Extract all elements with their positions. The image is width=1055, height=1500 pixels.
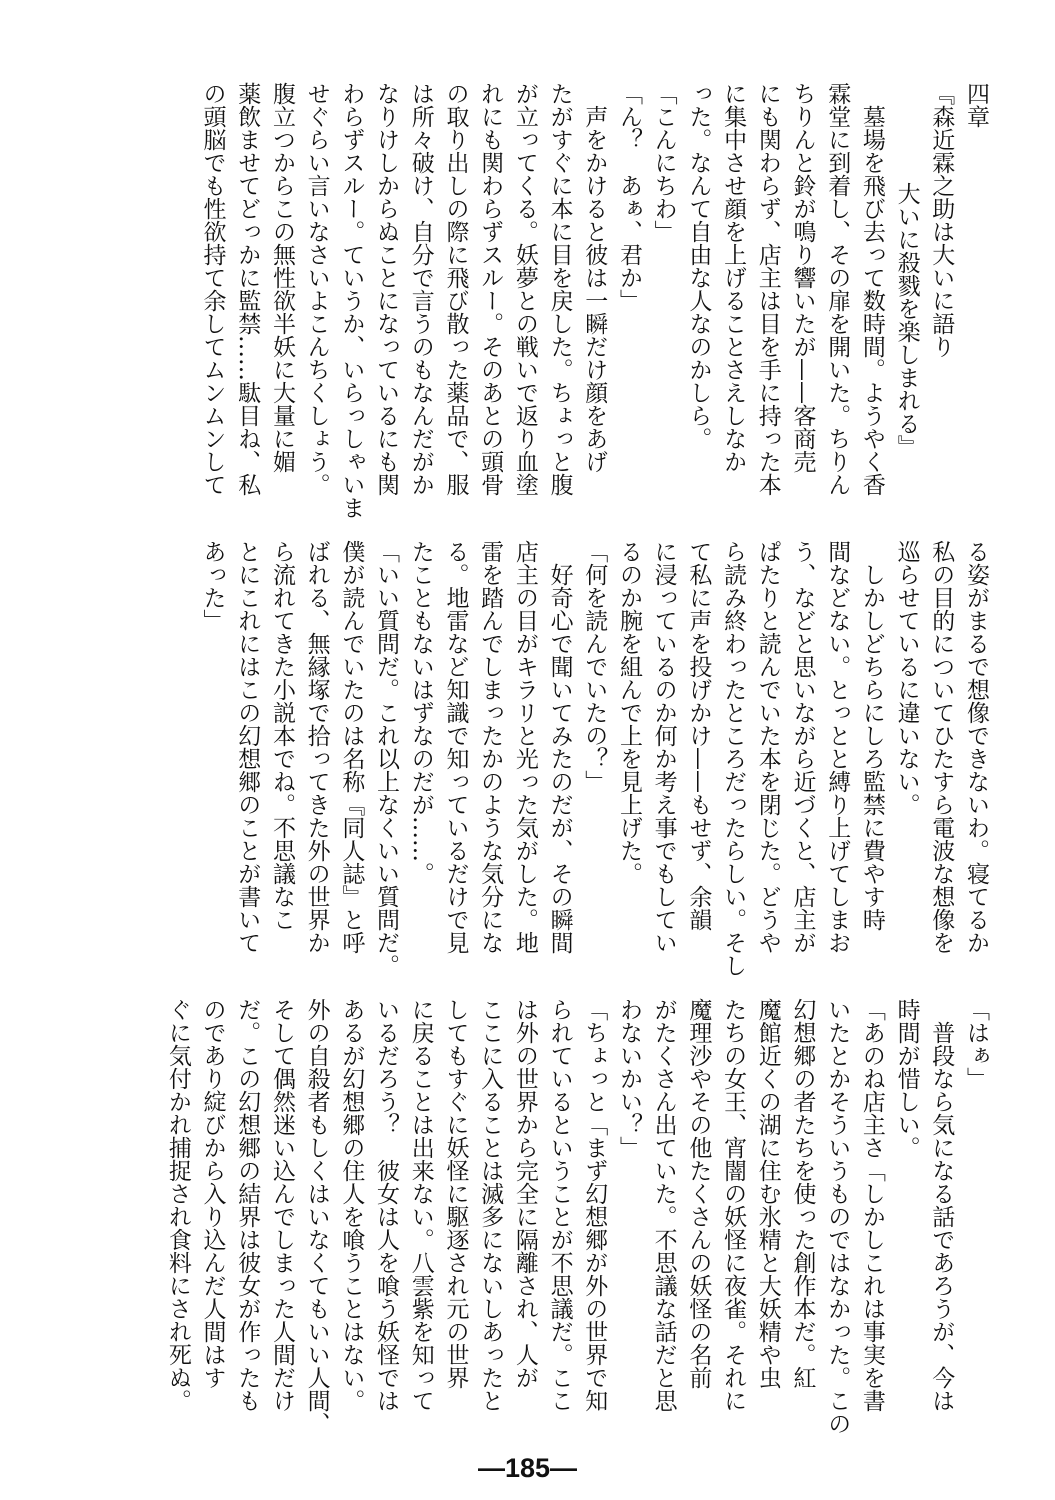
text-line: に集中させ顔を上げることさえしなか xyxy=(720,82,747,473)
text-line: に浸っているのか何か考え事でもしてい xyxy=(650,540,677,954)
text-line: 雷を踏んでしまったかのような気分にな xyxy=(477,540,504,954)
text-line: に戻ることは出来ない。八雲紫を知って xyxy=(407,998,434,1412)
text-line: 店主の目がキラリと光った気がした。地 xyxy=(511,540,538,954)
text-line: れにも関わらずスルー。そのあとの頭骨 xyxy=(477,82,504,496)
text-line: ばれる、無縁塚で拾ってきた外の世界か xyxy=(303,540,330,954)
text-line: 巡らせているに違いない。 xyxy=(893,540,920,816)
text-line: あるが幻想郷の住人を喰うことはない。 xyxy=(338,998,365,1412)
text-line: たちの女王、宵闇の妖怪に夜雀。それに xyxy=(720,998,747,1412)
text-line: 私の目的についてひたすら電波な想像を xyxy=(928,540,955,954)
text-line: 間などない。とっとと縛り上げてしまお xyxy=(824,540,851,954)
text-line: は所々破け、自分で言うのもなんだがか xyxy=(407,82,434,496)
text-line: ら流れてきた小説本でね。不思議なこ xyxy=(268,540,295,931)
text-line: 「何を読んでいたの？」 xyxy=(581,540,608,793)
text-line: たがすぐに本に目を戻した。ちょっと腹 xyxy=(546,82,573,496)
text-line: ぱたりと読んでいた本を閉じた。どうや xyxy=(754,540,781,954)
text-line: なりけしからぬことになっているにも関 xyxy=(373,82,400,496)
text-line: いたとかそういうものではなかった。この xyxy=(824,998,851,1435)
text-line: たこともないはずなのだが……。 xyxy=(407,540,434,885)
text-line: の頭脳でも性欲持て余してムンムンして xyxy=(199,82,226,496)
text-line: 「はぁ」 xyxy=(963,998,989,1090)
chapter-title: 『森近霖之助は大いに語り xyxy=(928,82,955,358)
text-line: が立ってくる。妖夢との戦いで返り血塗 xyxy=(511,82,538,496)
text-line: 魔館近くの湖に住む氷精と大妖精や虫 xyxy=(754,998,781,1389)
text-line: せぐらい言いなさいよこんちくしょう。 xyxy=(303,82,330,496)
text-line: 墓場を飛び去って数時間。ようやく香 xyxy=(858,82,885,496)
text-line: 「こんにちわ」 xyxy=(650,82,677,243)
text-line: 普段なら気になる話であろうが、今は xyxy=(928,998,955,1412)
text-line: 時間が惜しい。 xyxy=(893,998,920,1159)
text-line: してもすぐに妖怪に駆逐され元の世界 xyxy=(442,998,469,1389)
text-line: 声をかけると彼は一瞬だけ顔をあげ xyxy=(581,82,608,473)
text-line: ここに入ることは滅多にないしあったと xyxy=(477,998,504,1412)
text-line: 魔理沙やその他たくさんの妖怪の名前 xyxy=(685,998,712,1389)
text-line: 幻想郷の者たちを使った創作本だ。紅 xyxy=(789,998,816,1389)
text-line: がたくさん出ていた。不思議な話だと思 xyxy=(650,998,677,1412)
text-line: 霖堂に到着し、その扉を開いた。ちりん xyxy=(824,82,851,496)
text-line: わないかい？」 xyxy=(615,998,642,1159)
text-line: った。なんて自由な人なのかしら。 xyxy=(685,82,712,450)
page-number: —185— xyxy=(477,1453,578,1483)
text-line: わらずスルー。ていうか、いらっしゃいま xyxy=(338,82,365,519)
text-tier-bottom xyxy=(89,998,993,1443)
text-line: 「ちょっと「まず幻想郷が外の世界で知 xyxy=(581,998,608,1412)
text-tier-top xyxy=(89,82,993,527)
text-line: は外の世界から完全に隔離され、人が xyxy=(511,998,538,1389)
text-line: そして偶然迷い込んでしまった人間だけ xyxy=(268,998,295,1412)
text-line: いるだろう？ 彼女は人を喰う妖怪では xyxy=(373,998,400,1412)
text-line: ら読み終わったところだったらしい。そし xyxy=(720,540,747,977)
text-line: のであり綻びから入り込んだ人間はす xyxy=(199,998,226,1389)
text-line: とにこれにはこの幻想郷のことが書いて xyxy=(234,540,261,954)
text-line: 「いい質問だ。これ以上なくいい質問だ。 xyxy=(373,540,400,977)
text-line: 僕が読んでいたのは名称『同人誌』と呼 xyxy=(338,540,365,954)
text-line: ちりんと鈴が鳴り響いたが——客商売 xyxy=(789,82,816,473)
text-line: の取り出しの際に飛び散った薬品で、服 xyxy=(442,82,469,496)
text-line: だ。この幻想郷の結界は彼女が作ったも xyxy=(234,998,261,1412)
text-line: られているということが不思議だ。ここ xyxy=(546,998,573,1412)
text-tier-middle xyxy=(89,540,993,985)
text-line: 「ん？ あぁ、君か」 xyxy=(615,82,642,312)
text-line: 薬飲ませてどっかに監禁……駄目ね、私 xyxy=(234,82,261,496)
text-line: 「あのね店主さ「しかしこれは事実を書 xyxy=(858,998,885,1412)
text-line: 外の自殺者もしくはいなくてもいい人間、 xyxy=(303,998,330,1435)
text-line: ぐに気付かれ捕捉され食料にされ死ぬ。 xyxy=(164,998,191,1412)
text-line: る。地雷など知識で知っているだけで見 xyxy=(442,540,469,954)
text-line: る姿がまるで想像できないわ。寝てるか xyxy=(963,540,989,954)
text-line: う、などと思いながら近づくと、店主が xyxy=(789,540,816,954)
text-line: て私に声を投げかけ——もせず、余韻 xyxy=(685,540,712,931)
chapter-heading: 四章 xyxy=(963,82,989,128)
text-line: るのか腕を組んで上を見上げた。 xyxy=(615,540,642,885)
text-line: あった」 xyxy=(199,540,226,632)
text-line: 腹立つからこの無性欲半妖に大量に媚 xyxy=(268,82,295,473)
text-line: 好奇心で聞いてみたのだが、その瞬間 xyxy=(546,540,573,954)
chapter-title: 大いに殺戮を楽しまれる』 xyxy=(893,182,920,458)
text-line: しかしどちらにしろ監禁に費やす時 xyxy=(858,540,885,931)
text-line: にも関わらず、店主は目を手に持った本 xyxy=(754,82,781,496)
